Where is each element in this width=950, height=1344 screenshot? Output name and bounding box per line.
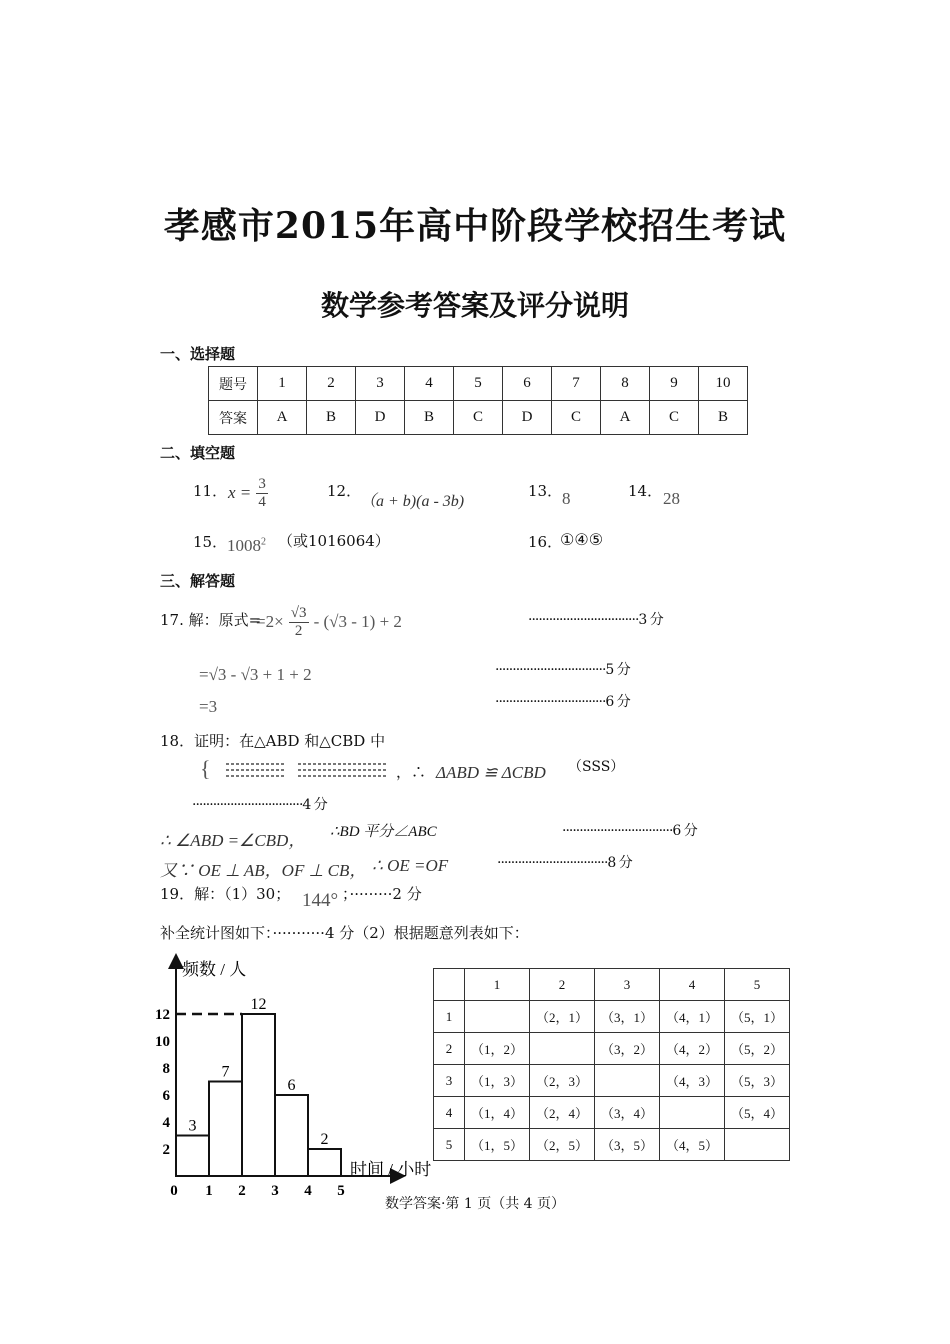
table-row <box>209 401 748 435</box>
table-row <box>434 969 790 1001</box>
table-cell: 3 <box>356 367 405 401</box>
histogram-bars <box>176 1014 341 1176</box>
q11-denominator: 4 <box>258 494 266 510</box>
q14-answer: 28 <box>663 489 680 508</box>
q17-line3: =3 <box>199 697 218 716</box>
table-cell: 8 <box>601 367 650 401</box>
table-cell: （3，5） <box>595 1129 660 1161</box>
y-tick-labels <box>155 1007 171 1158</box>
q16-answer: ①④⑤ <box>560 530 604 549</box>
table-cell <box>660 1097 725 1129</box>
table-cell: （3，1） <box>595 1001 660 1033</box>
table-cell: B <box>405 401 454 435</box>
brace-glyph: { <box>200 756 211 781</box>
y-tick-label: 4 <box>162 1115 170 1131</box>
table-row <box>434 1033 790 1065</box>
x-tick-label: 1 <box>205 1183 213 1199</box>
q18-line2-a: ∴ ∠ABD =∠CBD， <box>160 831 306 850</box>
histogram-bar <box>242 1014 275 1176</box>
table-cell: （1，5） <box>465 1129 530 1161</box>
table-cell <box>434 969 465 1001</box>
x-axis-label: 时间 / 小时 <box>350 1160 432 1179</box>
table-cell: （2，1） <box>530 1001 595 1033</box>
y-axis-label: 频数 / 人 <box>182 960 247 979</box>
q19-label: 19．解：（1）30； <box>160 885 291 903</box>
table-cell: 1 <box>434 1001 465 1033</box>
bar-value-label: 2 <box>320 1131 329 1148</box>
q11-answer <box>228 476 268 511</box>
q13-label: 13． <box>528 482 563 500</box>
table-cell: 2 <box>307 367 356 401</box>
page-footer: 数学答案·第 1 页（共 4 页） <box>384 1196 566 1212</box>
q15-answer <box>227 536 266 556</box>
table-cell: 5 <box>434 1129 465 1161</box>
page-subtitle: 数学参考答案及评分说明 <box>320 289 629 322</box>
q19-score-1: ；·········2 分 <box>342 885 422 903</box>
y-tick-label: 2 <box>162 1142 170 1158</box>
table-cell: （2，4） <box>530 1097 595 1129</box>
q17-line1-a: =2× <box>256 612 284 631</box>
table-row <box>209 367 748 401</box>
table-cell: C <box>552 401 601 435</box>
histogram-bar <box>176 1136 209 1177</box>
histogram-bar <box>308 1149 341 1176</box>
q14-label: 14． <box>628 482 663 500</box>
q16-label: 16． <box>528 533 563 551</box>
q17-score-3: ································6 分 <box>495 694 630 710</box>
table-cell: （4，3） <box>660 1065 725 1097</box>
blurred-conditions <box>226 764 388 776</box>
bar-value-label: 6 <box>287 1077 296 1094</box>
table-cell <box>595 1065 660 1097</box>
x-tick-label: 5 <box>337 1183 345 1199</box>
table-row <box>434 1097 790 1129</box>
q17-score-2: ································5 分 <box>495 662 630 678</box>
q18-line2-b: ∴BD 平分∠ABC <box>330 824 437 840</box>
table-cell: （1，3） <box>465 1065 530 1097</box>
table-cell: （5，4） <box>725 1097 790 1129</box>
bar-value-label: 12 <box>250 996 267 1013</box>
section-solutions: 三、解答题 <box>160 572 236 590</box>
y-tick-label: 10 <box>155 1034 170 1050</box>
y-tick-label: 6 <box>162 1088 170 1104</box>
section-fill: 二、填空题 <box>160 444 236 462</box>
table-cell <box>725 1129 790 1161</box>
q17-denominator: 2 <box>294 623 303 639</box>
table-cell: C <box>650 401 699 435</box>
q17-line2: =√3 - √3 + 1 + 2 <box>199 665 312 684</box>
table-cell: （5，3） <box>725 1065 790 1097</box>
table-cell: （4，1） <box>660 1001 725 1033</box>
table-cell: 4 <box>405 367 454 401</box>
table-cell: 4 <box>434 1097 465 1129</box>
q11-label: 11． <box>193 482 228 500</box>
x-tick-label: 3 <box>271 1183 279 1199</box>
outcome-table <box>433 968 790 1161</box>
table-cell: D <box>356 401 405 435</box>
table-cell: C <box>454 401 503 435</box>
q18-score-1: ································4 分 <box>192 797 327 813</box>
q11-lhs: x = <box>228 483 252 502</box>
table-cell: 3 <box>434 1065 465 1097</box>
table-cell: 1 <box>465 969 530 1001</box>
table-cell: （3，4） <box>595 1097 660 1129</box>
q15-alt: （或1016064） <box>278 532 390 550</box>
table-cell <box>465 1001 530 1033</box>
table-row <box>434 1129 790 1161</box>
q18-line3-a: 又∵ OE ⊥ AB，OF ⊥ CB， <box>160 861 367 880</box>
table-row <box>434 1065 790 1097</box>
table-cell: A <box>601 401 650 435</box>
q11-fraction <box>256 476 268 511</box>
q12-label: 12． <box>327 482 362 500</box>
table-cell: B <box>307 401 356 435</box>
q15-base: 1008 <box>227 536 261 555</box>
table-cell: 2 <box>434 1033 465 1065</box>
choice-answer-table <box>208 366 748 435</box>
table-cell: B <box>699 401 748 435</box>
table-cell: （2，3） <box>530 1065 595 1097</box>
bar-value-label: 3 <box>188 1117 197 1135</box>
q17-line1 <box>256 605 402 640</box>
histogram-bar <box>275 1095 308 1176</box>
histogram-bar <box>209 1082 242 1177</box>
table-cell: 10 <box>699 367 748 401</box>
table-cell <box>530 1033 595 1065</box>
q17-score-1: ································3 分 <box>528 612 663 628</box>
table-cell: A <box>258 401 307 435</box>
q18-line3-b: ∴ OE =OF <box>372 856 449 875</box>
q18-label: 18．证明：在△ABD 和△CBD 中 <box>160 732 386 750</box>
q17-numerator: √3 <box>290 605 307 621</box>
table-cell: （4，2） <box>660 1033 725 1065</box>
table-cell: 9 <box>650 367 699 401</box>
x-tick-label: 4 <box>304 1183 312 1199</box>
q13-answer: 8 <box>562 489 571 508</box>
page-title: 孝感市2015年高中阶段学校招生考试 <box>163 205 787 247</box>
table-cell: （1，2） <box>465 1033 530 1065</box>
bar-value-label: 7 <box>221 1063 230 1081</box>
table-cell: D <box>503 401 552 435</box>
q18-sss: （SSS） <box>568 759 625 775</box>
table-cell: 6 <box>503 367 552 401</box>
table-cell: （3，2） <box>595 1033 660 1065</box>
section-choice: 一、选择题 <box>160 345 236 363</box>
outcome-table-body <box>434 969 790 1161</box>
table-row <box>434 1001 790 1033</box>
table-cell: 2 <box>530 969 595 1001</box>
q19-angle: 144° <box>302 890 339 911</box>
q17-fraction <box>289 605 309 640</box>
q19-line2: 补全统计图如下：···········4 分（2）根据题意列表如下： <box>160 924 529 942</box>
q18-therefore: ，∴ <box>396 763 427 781</box>
x-tick-label: 2 <box>238 1183 246 1199</box>
q11-numerator: 3 <box>258 476 266 492</box>
table-cell: （5，2） <box>725 1033 790 1065</box>
table-cell: （2，5） <box>530 1129 595 1161</box>
table-cell: （4，5） <box>660 1129 725 1161</box>
q17-label: 17. 解：原式= <box>160 611 262 629</box>
q12-answer: （a + b)(a - 3b) <box>360 493 465 510</box>
table-cell: 1 <box>258 367 307 401</box>
q18-score-3: ································8 分 <box>497 855 632 871</box>
q17-line1-b: - (√3 - 1) + 2 <box>313 612 402 631</box>
y-tick-label: 12 <box>155 1007 170 1023</box>
table-cell: 5 <box>454 367 503 401</box>
q15-label: 15． <box>193 533 228 551</box>
table-cell: 7 <box>552 367 601 401</box>
table-cell: 5 <box>725 969 790 1001</box>
y-tick-label: 8 <box>162 1061 170 1077</box>
q15-exponent: 2 <box>261 536 266 548</box>
frequency-histogram <box>140 945 440 1199</box>
table-cell: 答案 <box>209 401 258 435</box>
table-cell: 3 <box>595 969 660 1001</box>
table-cell: 4 <box>660 969 725 1001</box>
q18-score-2: ································6 分 <box>562 823 697 839</box>
table-cell: 题号 <box>209 367 258 401</box>
x-tick-label: 0 <box>170 1183 178 1199</box>
q18-condition-system <box>198 758 398 782</box>
q18-congruence: ΔABD ≌ ΔCBD <box>436 763 546 782</box>
table-cell: （5，1） <box>725 1001 790 1033</box>
table-cell: （1，4） <box>465 1097 530 1129</box>
